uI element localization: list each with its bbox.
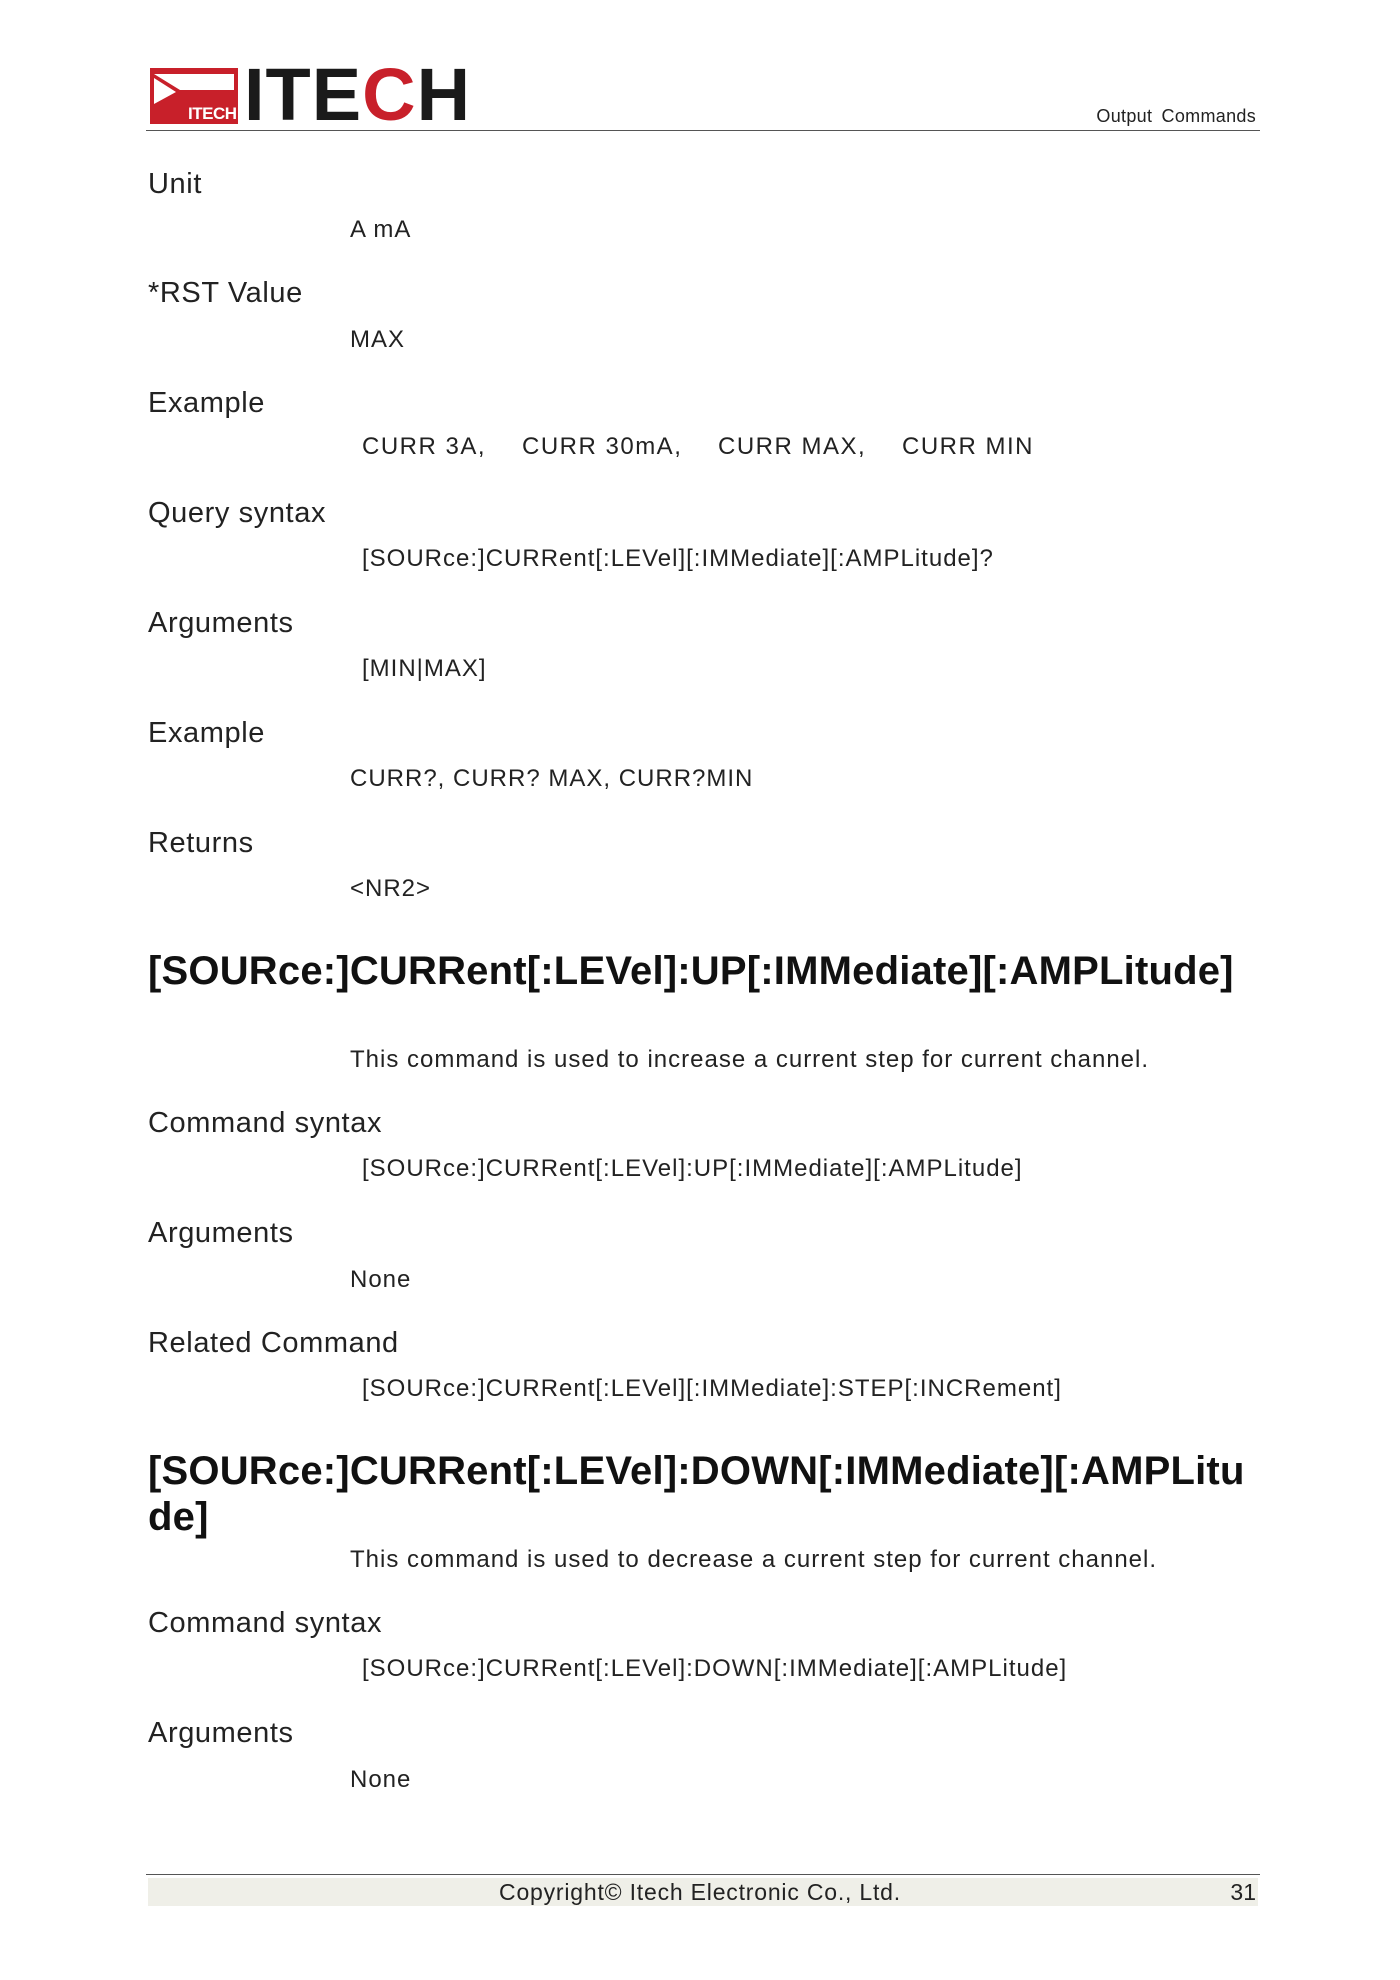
example-value: CURR 3A, (362, 433, 487, 460)
logo-badge-text: ITECH (188, 104, 237, 123)
related-command-value: [SOURce:]CURRent[:LEVel][:IMMediate]:STEP[:INCRement] (362, 1375, 1062, 1402)
section-heading-down: [SOURce:]CURRent[:LEVel]:DOWN[:IMMediate][:AMPLitude] (148, 1449, 1245, 1539)
logo-badge-icon (150, 68, 238, 124)
command-syntax-label: Command syntax (148, 1107, 383, 1139)
command-syntax-value: [SOURce:]CURRent[:LEVel]:DOWN[:IMMediate][:AMPLitude] (362, 1655, 1068, 1682)
example-values (362, 433, 1034, 461)
unit-label: Unit (148, 168, 202, 200)
returns-value: <NR2> (350, 875, 432, 902)
header-section-title: Output Commands (1096, 106, 1256, 126)
arguments-label: Arguments (148, 1717, 294, 1749)
footer-divider (146, 1874, 1260, 1875)
arguments-value: None (350, 1266, 412, 1293)
rst-value: MAX (350, 326, 406, 353)
logo-wordmark: ITECH (244, 53, 472, 136)
arguments-value: [MIN|MAX] (362, 655, 487, 682)
section-down-description: This command is used to decrease a current step for current channel. (350, 1546, 1158, 1573)
example-value: CURR MAX, (718, 433, 867, 460)
query-syntax-value: [SOURce:]CURRent[:LEVel][:IMMediate][:AMPLitude]? (362, 545, 994, 572)
returns-label: Returns (148, 827, 254, 859)
example-value: CURR MIN (902, 433, 1034, 460)
page-header (146, 53, 1260, 136)
section-up-description: This command is used to increase a current step for current channel. (350, 1046, 1150, 1073)
footer-copyright: Copyright© Itech Electronic Co., Ltd. (499, 1879, 901, 1905)
arguments-label: Arguments (148, 607, 294, 639)
command-syntax-label: Command syntax (148, 1607, 383, 1639)
section-heading-up: [SOURce:]CURRent[:LEVel]:UP[:IMMediate][:AMPLitude] (148, 949, 1234, 993)
example-value: CURR 30mA, (522, 433, 683, 460)
example-label: Example (148, 387, 266, 419)
unit-value: A mA (350, 216, 412, 243)
query-example-value: CURR?, CURR? MAX, CURR?MIN (350, 765, 754, 792)
rst-value-label: *RST Value (148, 277, 303, 309)
itech-logo (150, 53, 472, 136)
arguments-value: None (350, 1766, 412, 1793)
command-syntax-value: [SOURce:]CURRent[:LEVel]:UP[:IMMediate][:AMPLitude] (362, 1155, 1023, 1182)
related-command-label: Related Command (148, 1327, 399, 1359)
query-syntax-label: Query syntax (148, 497, 327, 529)
arguments-label: Arguments (148, 1217, 294, 1249)
query-example-label: Example (148, 717, 266, 749)
page-number: 31 (1230, 1879, 1256, 1905)
